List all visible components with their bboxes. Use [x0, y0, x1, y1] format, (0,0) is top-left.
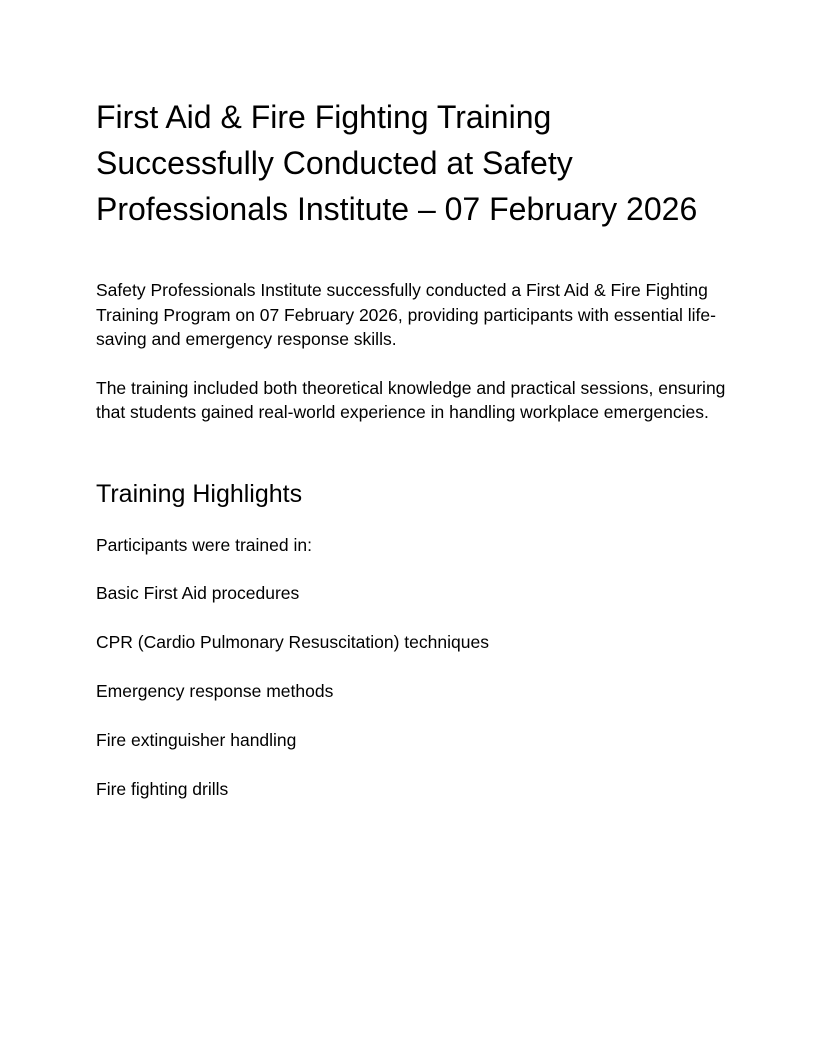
- list-item: Fire fighting drills: [96, 779, 229, 800]
- document-body: [96, 94, 726, 826]
- intro-paragraph: Safety Professionals Institute successfully conducted a First Aid & Fire Fighting Training Program on 07 February 2026, providing participants with essential life-saving and emergency response skills.: [96, 280, 716, 349]
- list-item: Emergency response methods: [96, 681, 334, 702]
- list-item: Basic First Aid procedures: [96, 583, 300, 603]
- details-paragraph: The training included both theoretical knowledge and practical sessions, ensuring that students gained real-world experience in handling workplace emergencies.: [96, 377, 726, 422]
- document-title: First Aid & Fire Fighting Training Successfully Conducted at Safety Professionals Institute – 07 February 2026: [96, 99, 698, 227]
- highlights-list: [96, 581, 726, 802]
- list-item: Fire extinguisher handling: [96, 730, 297, 751]
- section-heading: Training Highlights: [96, 479, 303, 508]
- section-lead: Participants were trained in:: [96, 534, 312, 555]
- list-item: CPR (Cardio Pulmonary Resuscitation) techniques: [96, 632, 489, 653]
